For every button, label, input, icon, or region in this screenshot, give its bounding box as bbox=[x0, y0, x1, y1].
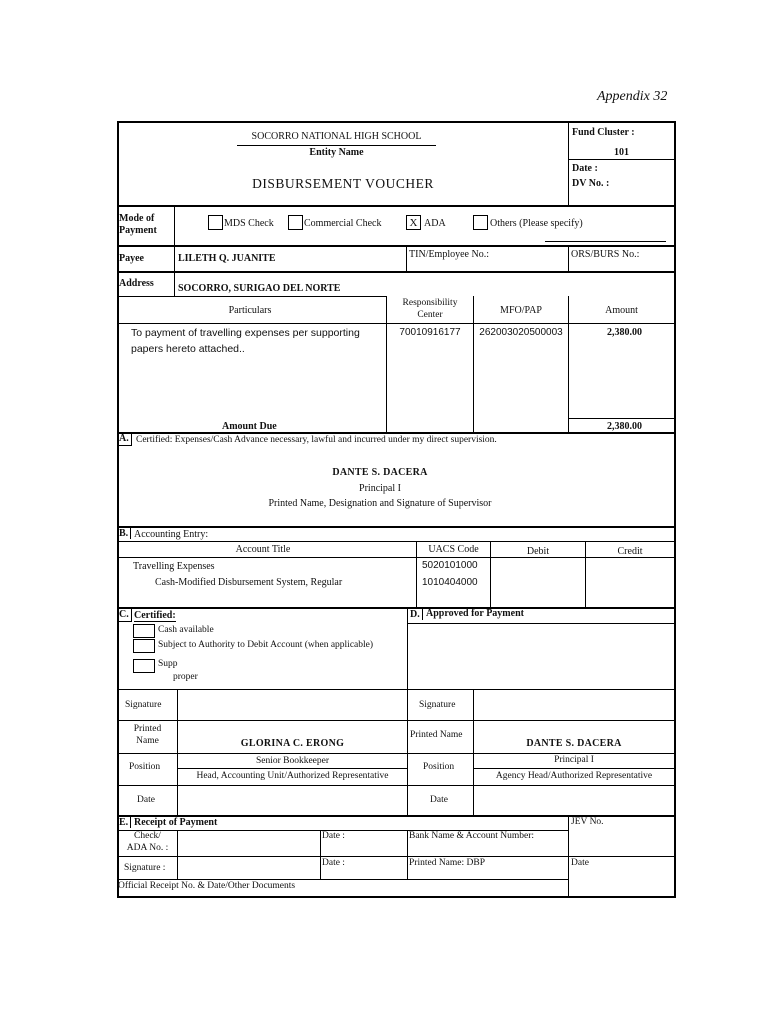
e-date-label-3: Date bbox=[571, 858, 589, 868]
fund-cluster-value: 101 bbox=[614, 147, 629, 158]
particulars-text-line2: papers hereto attached.. bbox=[131, 343, 245, 355]
payee-name: LILETH Q. JUANITE bbox=[178, 253, 276, 264]
responsibility-center-value: 70010916177 bbox=[399, 327, 461, 338]
amount-due-label: Amount Due bbox=[222, 421, 277, 432]
c-printed-name: GLORINA C. ERONG bbox=[240, 738, 345, 749]
section-b-title: Accounting Entry: bbox=[134, 529, 209, 540]
commercial-check-checkbox[interactable] bbox=[288, 215, 303, 230]
authority-debit-label: Subject to Authority to Debit Account (when applicable) bbox=[158, 640, 374, 650]
entity-name-label: Entity Name bbox=[309, 147, 364, 158]
amount-header: Amount bbox=[605, 305, 638, 316]
responsibility-header-line1: Responsibility bbox=[402, 298, 458, 308]
account-row-2-uacs: 1010404000 bbox=[422, 577, 478, 588]
commercial-check-label: Commercial Check bbox=[304, 218, 382, 229]
check-ada-label-line2: ADA No. : bbox=[126, 843, 169, 853]
section-c-title: Certified: bbox=[134, 610, 176, 621]
section-c-letter: C. bbox=[118, 609, 132, 622]
supporting-docs-label-line2: proper bbox=[173, 672, 198, 682]
supporting-docs-checkbox[interactable] bbox=[133, 659, 155, 673]
jev-number-label: JEV No. bbox=[571, 817, 604, 827]
date-label: Date : bbox=[572, 163, 598, 174]
particulars-header: Particulars bbox=[228, 305, 272, 316]
payee-label: Payee bbox=[119, 253, 144, 264]
fund-cluster-label: Fund Cluster : bbox=[572, 127, 635, 138]
section-d-title: Approved for Payment bbox=[426, 608, 524, 619]
account-row-1-title: Travelling Expenses bbox=[133, 561, 215, 572]
mfo-pap-value: 262003020500003 bbox=[479, 327, 563, 338]
mds-check-label: MDS Check bbox=[224, 218, 274, 229]
ada-label: ADA bbox=[424, 218, 446, 229]
appendix-label: Appendix 32 bbox=[597, 89, 668, 104]
c-printed-name-label-line1: Printed bbox=[133, 724, 162, 734]
c-position-line1: Senior Bookkeeper bbox=[255, 756, 330, 766]
mfo-pap-header: MFO/PAP bbox=[500, 305, 542, 316]
d-position-line2: Agency Head/Authorized Representative bbox=[495, 771, 653, 781]
debit-header: Debit bbox=[526, 546, 550, 557]
section-a-certification: Certified: Expenses/Cash Advance necessary, lawful and incurred under my direct supervision. bbox=[136, 435, 497, 445]
c-position-label: Position bbox=[129, 762, 161, 772]
section-b-letter: B. bbox=[118, 528, 131, 539]
responsibility-header-line2: Center bbox=[417, 310, 443, 320]
d-date-label: Date bbox=[430, 795, 448, 805]
c-position-line2: Head, Accounting Unit/Authorized Representative bbox=[196, 771, 389, 781]
ors-burs-label: ORS/BURS No.: bbox=[571, 249, 640, 260]
section-e-letter: E. bbox=[118, 817, 131, 828]
amount-value: 2,380.00 bbox=[607, 327, 642, 338]
d-printed-name: DANTE S. DACERA bbox=[526, 738, 622, 749]
e-date-label-2: Date : bbox=[322, 858, 345, 868]
c-printed-name-label-line2: Name bbox=[136, 736, 159, 746]
credit-header: Credit bbox=[617, 546, 643, 557]
school-name: SOCORRO NATIONAL HIGH SCHOOL bbox=[251, 131, 422, 142]
others-label: Others (Please specify) bbox=[490, 218, 583, 229]
ada-checkbox[interactable]: X bbox=[406, 215, 421, 230]
e-date-label-1: Date : bbox=[322, 831, 345, 841]
tin-label: TIN/Employee No.: bbox=[409, 249, 489, 260]
official-receipt-label: Official Receipt No. & Date/Other Documents bbox=[118, 881, 296, 891]
e-signature-label: Signature : bbox=[124, 863, 166, 873]
uacs-code-header: UACS Code bbox=[428, 544, 479, 555]
d-printed-name-label: Printed Name bbox=[410, 730, 463, 740]
d-signature-label: Signature bbox=[419, 700, 456, 710]
supervisor-position: Principal I bbox=[359, 483, 401, 494]
mode-label-line2: Payment bbox=[119, 225, 157, 236]
account-row-1-uacs: 5020101000 bbox=[422, 560, 478, 571]
c-signature-label: Signature bbox=[125, 700, 162, 710]
e-printed-name-label: Printed Name: DBP bbox=[409, 858, 485, 868]
supervisor-caption: Printed Name, Designation and Signature of Supervisor bbox=[268, 498, 492, 509]
address-value: SOCORRO, SURIGAO DEL NORTE bbox=[178, 283, 341, 294]
address-label: Address bbox=[119, 278, 154, 289]
others-checkbox[interactable] bbox=[473, 215, 488, 230]
cash-available-label: Cash available bbox=[158, 625, 214, 635]
d-position-line1: Principal I bbox=[554, 755, 594, 765]
supervisor-name: DANTE S. DACERA bbox=[332, 467, 428, 478]
section-e-title: Receipt of Payment bbox=[134, 817, 218, 828]
supporting-docs-label-line1: Supp bbox=[158, 659, 178, 669]
section-a-letter: A. bbox=[118, 433, 132, 446]
bank-account-label: Bank Name & Account Number: bbox=[409, 831, 535, 841]
mode-label-line1: Mode of bbox=[119, 213, 155, 224]
mds-check-checkbox[interactable] bbox=[208, 215, 223, 230]
authority-debit-checkbox[interactable] bbox=[133, 639, 155, 653]
check-ada-label-line1: Check/ bbox=[134, 831, 161, 841]
amount-due-value: 2,380.00 bbox=[607, 421, 642, 432]
section-d-letter: D. bbox=[409, 609, 423, 620]
account-row-2-title: Cash-Modified Disbursement System, Regular bbox=[155, 577, 343, 588]
c-date-label: Date bbox=[137, 795, 155, 805]
particulars-text-line1: To payment of travelling expenses per supporting bbox=[131, 327, 360, 339]
d-position-label: Position bbox=[423, 762, 455, 772]
account-title-header: Account Title bbox=[235, 544, 291, 555]
dv-number-label: DV No. : bbox=[572, 178, 610, 189]
form-title: DISBURSEMENT VOUCHER bbox=[252, 176, 434, 191]
cash-available-checkbox[interactable] bbox=[133, 624, 155, 638]
